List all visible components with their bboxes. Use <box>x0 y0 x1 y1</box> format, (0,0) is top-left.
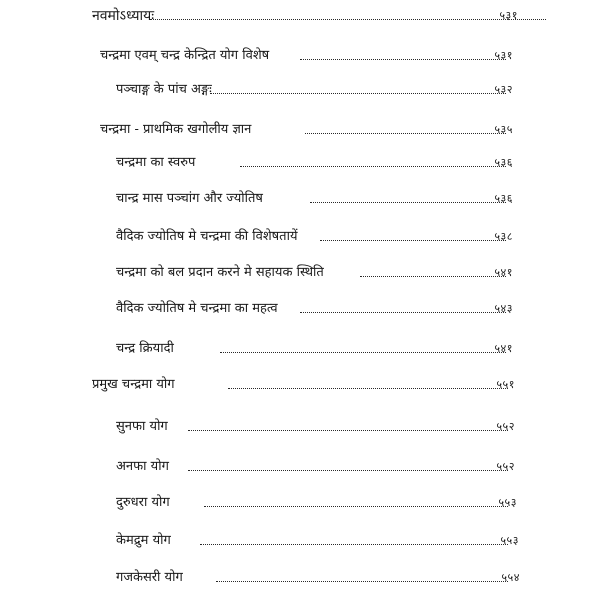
toc-entry-page: ५३२ <box>494 83 513 96</box>
toc-leader-dots <box>228 388 508 389</box>
toc-entry-title: चन्द्रमा को बल प्रदान करने मे सहायक स्थिति <box>116 263 327 283</box>
toc-leader-dots <box>220 352 506 353</box>
toc-entry-title: चन्द्रमा का स्वरुप <box>116 153 198 173</box>
toc-entry-title: चन्द्रमा - प्राथमिक खगोलीय ज्ञान <box>100 120 254 140</box>
toc-entry-title: गजकेसरी योग <box>116 568 186 588</box>
toc-leader-dots <box>300 59 506 60</box>
toc-leader-dots <box>216 581 508 582</box>
toc-entry <box>0 493 600 513</box>
toc-entry-page: ५३६ <box>494 156 513 169</box>
toc-entry <box>0 299 600 319</box>
toc-entry <box>0 375 600 395</box>
toc-entry-page: ५४१ <box>494 342 513 355</box>
toc-leader-dots <box>320 240 506 241</box>
toc-entry-title: प्रमुख चन्द्रमा योग <box>92 375 178 395</box>
toc-entry-title: पञ्चाङ्ग के पांच अङ्गः <box>116 80 215 100</box>
toc-entry-title: अनफा योग <box>116 457 172 477</box>
toc-leader-dots <box>305 133 506 134</box>
toc-entry-page: ५३१ <box>494 49 513 62</box>
toc-entry <box>0 80 600 100</box>
toc-entry-page: ५५२ <box>496 420 515 433</box>
toc-entry-page: ५३८ <box>494 230 513 243</box>
toc-leader-dots <box>360 276 506 277</box>
toc-entry <box>0 263 600 283</box>
toc-entry <box>0 568 600 588</box>
toc-entry <box>0 189 600 209</box>
toc-entry <box>0 339 600 359</box>
toc-entry-title: केमद्रुम योग <box>116 531 174 551</box>
toc-entry-title: चन्द्रमा एवम् चन्द्र केन्द्रित योग विशेष <box>100 46 272 66</box>
toc-leader-dots <box>310 202 506 203</box>
toc-entry-page: ५५३ <box>500 534 519 547</box>
toc-leader-dots <box>240 166 506 167</box>
toc-entry-page: ५५४ <box>501 571 520 584</box>
toc-leader-dots <box>200 544 508 545</box>
toc-leader-dots <box>204 506 508 507</box>
toc-entry-page: ५३५ <box>494 123 513 136</box>
toc-leader-dots <box>300 312 506 313</box>
toc-entry <box>0 153 600 173</box>
toc-leader-dots <box>188 470 508 471</box>
toc-entry <box>0 417 600 437</box>
toc-entry <box>0 457 600 477</box>
toc-entry-title: चन्द्र क्रियादी <box>116 339 177 359</box>
toc-entry-title: वैदिक ज्योतिष मे चन्द्रमा का महत्व <box>116 299 281 319</box>
toc-entry-title: सुनफा योग <box>116 417 171 437</box>
toc-entry-title: नवमोऽध्यायः <box>92 6 157 26</box>
toc-entry-page: ५५१ <box>496 378 515 391</box>
toc-entry-page: ५३६ <box>494 192 513 205</box>
toc-leader-dots <box>210 93 506 94</box>
toc-entry <box>0 6 600 26</box>
toc-entry-title: वैदिक ज्योतिष मे चन्द्रमा की विशेषतायें <box>116 227 301 247</box>
toc-leader-dots <box>188 430 508 431</box>
toc-entry-title: दुरुधरा योग <box>116 493 173 513</box>
toc-entry-page: ५४१ <box>494 266 513 279</box>
toc-leader-dots <box>150 19 546 20</box>
toc-entry <box>0 227 600 247</box>
toc-entry-page: ५४३ <box>494 302 513 315</box>
toc-entry-page: ५३१ <box>499 9 518 22</box>
toc-entry <box>0 120 600 140</box>
toc-entry-page: ५५२ <box>496 460 515 473</box>
toc-entry-title: चान्द्र मास पञ्चांग और ज्योतिष <box>116 189 266 209</box>
toc-entry <box>0 531 600 551</box>
toc-entry-page: ५५३ <box>498 496 517 509</box>
toc-entry <box>0 46 600 66</box>
